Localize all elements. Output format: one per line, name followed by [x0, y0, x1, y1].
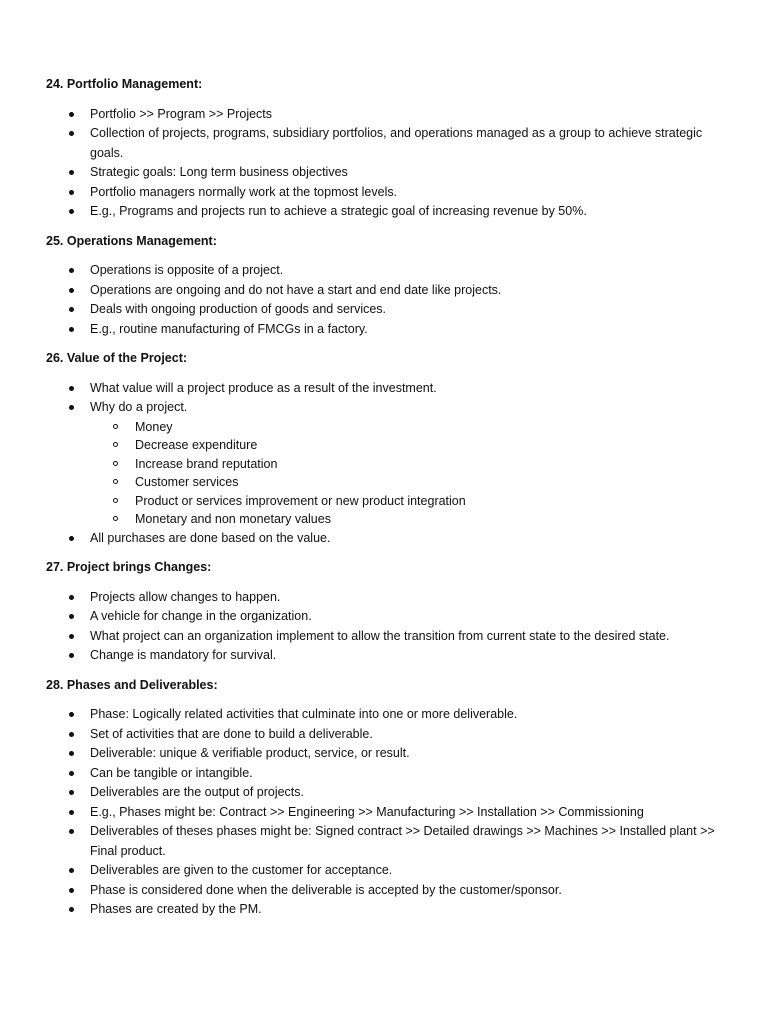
list-item: What value will a project produce as a result of the investment.	[46, 379, 716, 399]
list-item: Portfolio managers normally work at the topmost levels.	[46, 183, 716, 203]
section-heading: 28. Phases and Deliverables:	[46, 677, 218, 692]
list-item: Operations is opposite of a project.	[46, 261, 716, 281]
list-item: Deliverable: unique & verifiable product, service, or result.	[46, 744, 716, 764]
list-item: Collection of projects, programs, subsidiary portfolios, and operations managed as a group to achieve strategic goals.	[46, 124, 716, 163]
list-item: Phases are created by the PM.	[46, 900, 716, 920]
sub-list-item: Product or services improvement or new product integration	[90, 492, 716, 511]
sub-list-item: Monetary and non monetary values	[90, 510, 716, 529]
list-item: Deliverables of theses phases might be: Signed contract >> Detailed drawings >> Machines >> Installed plant >> Final product.	[46, 822, 716, 861]
list-item: Deliverables are given to the customer for acceptance.	[46, 861, 716, 881]
list-item: Deliverables are the output of projects.	[46, 783, 716, 803]
section-heading: 27. Project brings Changes:	[46, 560, 212, 574]
sub-list-item: Money	[90, 418, 716, 437]
list-item: Portfolio >> Program >> Projects	[46, 105, 716, 125]
list-item: Set of activities that are done to build a deliverable.	[46, 725, 716, 745]
section-heading: 25. Operations Management:	[46, 233, 217, 248]
list-item: Phase is considered done when the deliverable is accepted by the customer/sponsor.	[46, 881, 716, 901]
list-item: Strategic goals: Long term business objectives	[46, 163, 716, 183]
list-item-text: Why do a project.	[90, 400, 188, 414]
list-item: Operations are ongoing and do not have a start and end date like projects.	[46, 281, 716, 301]
sub-list-item: Customer services	[90, 473, 716, 492]
bullet-list	[46, 379, 716, 549]
section-heading: 26. Value of the Project:	[46, 351, 188, 365]
bullet-list	[46, 105, 716, 222]
list-item-why-do-a-project	[46, 398, 716, 529]
list-item: Phase: Logically related activities that culminate into one or more deliverable.	[46, 705, 716, 725]
list-item: Projects allow changes to happen.	[46, 588, 716, 608]
bullet-list	[46, 588, 716, 666]
list-item: All purchases are done based on the value.	[46, 529, 716, 549]
list-item: E.g., Phases might be: Contract >> Engineering >> Manufacturing >> Installation >> Commissioning	[46, 803, 716, 823]
list-item: Can be tangible or intangible.	[46, 764, 716, 784]
list-item: A vehicle for change in the organization.	[46, 607, 716, 627]
list-item: What project can an organization implement to allow the transition from current state to the desired state.	[46, 627, 716, 647]
list-item: E.g., routine manufacturing of FMCGs in a factory.	[46, 320, 716, 340]
list-item: Change is mandatory for survival.	[46, 646, 716, 666]
sub-list-item: Decrease expenditure	[90, 436, 716, 455]
section-value-of-the-project	[46, 349, 716, 548]
section-phases-and-deliverables	[46, 676, 716, 920]
section-project-brings-changes	[46, 558, 716, 666]
list-item: Deals with ongoing production of goods and services.	[46, 300, 716, 320]
section-portfolio-management	[46, 75, 716, 222]
sub-list-item: Increase brand reputation	[90, 455, 716, 474]
list-item: E.g., Programs and projects run to achieve a strategic goal of increasing revenue by 50%.	[46, 202, 716, 222]
section-operations-management	[46, 232, 716, 340]
bullet-list	[46, 261, 716, 339]
section-heading: 24. Portfolio Management:	[46, 77, 203, 91]
bullet-list	[46, 705, 716, 920]
sub-bullet-list	[90, 418, 716, 529]
